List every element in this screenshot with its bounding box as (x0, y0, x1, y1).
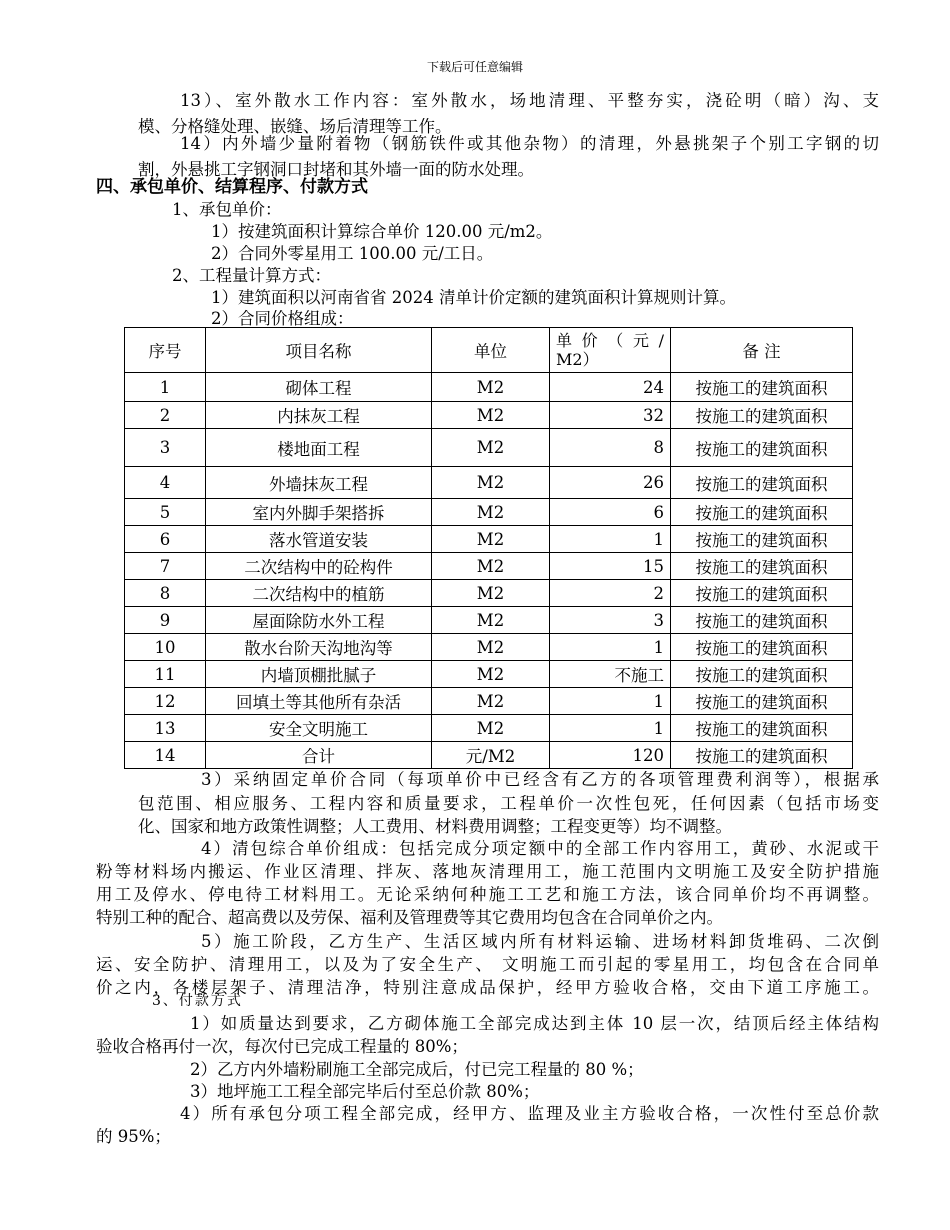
cell-price: 1 (550, 634, 671, 661)
cell-no: 8 (125, 580, 206, 607)
cell-note: 按施工的建筑面积 (671, 580, 853, 607)
payment-item-1-line-1: 1）如质量达到要求，乙方砌体施工全部完成达到主体 10 层一次，结顶后经主体结构 (190, 1014, 879, 1033)
paragraph-4-line-1: 4）清包综合单价组成：包括完成分项定额中的全部工作内容用工，黄砂、水泥或干 (201, 839, 879, 858)
cell-price: 1 (550, 688, 671, 715)
cell-unit: M2 (432, 429, 550, 467)
cell-name: 回填土等其他所有杂活 (206, 688, 432, 715)
cell-no: 3 (125, 429, 206, 467)
cell-no: 11 (125, 661, 206, 688)
cell-no: 6 (125, 526, 206, 553)
subsection-payment: 3、付款方式 (152, 993, 243, 1009)
cell-no: 5 (125, 499, 206, 526)
cell-name: 二次结构中的砼构件 (206, 553, 432, 580)
header-price-line-2: M2） (556, 350, 599, 369)
paragraph-13-line-1: 13）、室外散水工作内容：室外散水，场地清理、平整夯实，浇砼明（暗）沟、支 (180, 91, 879, 110)
payment-item-2: 2）乙方内外墙粉刷施工全部完成后，付已完工程量的 80 %； (190, 1060, 644, 1079)
cell-note: 按施工的建筑面积 (671, 607, 853, 634)
cell-price: 15 (550, 553, 671, 580)
header-price-line-1: 单 价 （ 元 / (556, 331, 664, 350)
cell-unit: M2 (432, 607, 550, 634)
paragraph-14-line-1: 14）内外墙少量附着物（钢筋铁件或其他杂物）的清理，外悬挑架子个别工字钢的切 (180, 134, 879, 153)
cell-note: 按施工的建筑面积 (671, 634, 853, 661)
paragraph-4-line-2: 粉等材料场内搬运、作业区清理、拌灰、落地灰清理用工，施工范围内文明施工及安全防护措施 (96, 862, 879, 881)
cell-note: 按施工的建筑面积 (671, 553, 853, 580)
cell-note: 按施工的建筑面积 (671, 526, 853, 553)
unit-price-item-1: 1）按建筑面积计算综合单价 120.00 元/m2。 (211, 222, 553, 241)
cell-note: 按施工的建筑面积 (671, 499, 853, 526)
table-row (125, 688, 853, 715)
cell-unit: M2 (432, 402, 550, 429)
cell-name: 落水管道安装 (206, 526, 432, 553)
paragraph-5-line-3: 价之内，各楼层架子、清理洁净，特别注意成品保护，经甲方验收合格，交由下道工序施工。 (96, 978, 879, 997)
cell-unit: M2 (432, 661, 550, 688)
subsection-unit-price: 1、承包单价： (172, 200, 282, 219)
cell-price: 32 (550, 402, 671, 429)
cell-no: 9 (125, 607, 206, 634)
table-row (125, 715, 853, 742)
cell-price: 1 (550, 715, 671, 742)
page-header: 下载后可任意编辑 (426, 60, 523, 74)
cell-note: 按施工的建筑面积 (671, 429, 853, 467)
section-heading: 四、承包单价、结算程序、付款方式 (96, 177, 368, 197)
cell-name: 内墙顶棚批腻子 (206, 661, 432, 688)
cell-name: 散水台阶天沟地沟等 (206, 634, 432, 661)
payment-item-4-line-1: 4）所有承包分项工程全部完成，经甲方、监理及业主方验收合格，一次性付至总价款 (180, 1104, 879, 1123)
header-unit: 单位 (432, 328, 550, 373)
cell-note: 按施工的建筑面积 (671, 467, 853, 499)
cell-price: 不施工 (550, 661, 671, 688)
table-row (125, 634, 853, 661)
cell-no: 14 (125, 742, 206, 769)
cell-note: 按施工的建筑面积 (671, 661, 853, 688)
header-name: 项目名称 (206, 328, 432, 373)
cell-price: 3 (550, 607, 671, 634)
paragraph-5-line-2: 运、安全防护、清理用工，以及为了安全生产、 文明施工而引起的零星用工，均包含在合同单 (96, 955, 879, 974)
price-table (124, 327, 853, 769)
table-row (125, 526, 853, 553)
cell-no: 13 (125, 715, 206, 742)
payment-item-4-line-2: 的 95%； (96, 1127, 171, 1146)
paragraph-3-line-3: 化、国家和地方政策性调整；人工费用、材料费用调整；工程变更等）均不调整。 (138, 817, 732, 836)
cell-unit: M2 (432, 634, 550, 661)
paragraph-5-line-1: 5）施工阶段，乙方生产、生活区域内所有材料运输、进场材料卸货堆码、二次倒 (201, 932, 879, 951)
cell-price: 2 (550, 580, 671, 607)
cell-unit: M2 (432, 580, 550, 607)
cell-no: 2 (125, 402, 206, 429)
cell-note: 按施工的建筑面积 (671, 402, 853, 429)
cell-price: 6 (550, 499, 671, 526)
payment-item-3: 3）地坪施工工程全部完毕后付至总价款 80%； (190, 1082, 540, 1101)
header-note: 备 注 (671, 328, 853, 373)
cell-no: 4 (125, 467, 206, 499)
cell-price: 26 (550, 467, 671, 499)
table-row (125, 661, 853, 688)
table-row (125, 467, 853, 499)
cell-unit: M2 (432, 526, 550, 553)
cell-note: 按施工的建筑面积 (671, 688, 853, 715)
cell-name: 室内外脚手架搭拆 (206, 499, 432, 526)
cell-name: 砌体工程 (206, 373, 432, 402)
cell-no: 7 (125, 553, 206, 580)
table-row (125, 499, 853, 526)
paragraph-4-line-3: 用工及停水、停电待工材料用工。无论采纳何种施工工艺和施工方法，该合同单价均不再调整。 (96, 885, 879, 904)
table-row (125, 580, 853, 607)
cell-name: 二次结构中的植筋 (206, 580, 432, 607)
table-row (125, 373, 853, 402)
paragraph-3-line-2: 包范围、相应服务、工程内容和质量要求，工程单价一次性包死，任何因素（包括市场变 (138, 794, 879, 813)
payment-item-1-line-2: 验收合格再付一次，每次付已完成工程量的 80%； (96, 1037, 468, 1056)
cell-unit: M2 (432, 467, 550, 499)
cell-unit: 元/M2 (432, 742, 550, 769)
paragraph-14-line-2: 割，外悬挑工字钢洞口封堵和其外墙一面的防水处理。 (138, 160, 534, 179)
cell-note: 按施工的建筑面积 (671, 742, 853, 769)
paragraph-3-line-1: 3）采纳固定单价合同（每项单价中已经含有乙方的各项管理费利润等），根据承 (201, 770, 879, 789)
paragraph-13-line-2: 模、分格缝处理、嵌缝、场后清理等工作。 (138, 117, 452, 136)
cell-price: 1 (550, 526, 671, 553)
cell-unit: M2 (432, 373, 550, 402)
unit-price-item-2: 2）合同外零星用工 100.00 元/工日。 (211, 244, 494, 263)
header-price (550, 328, 671, 373)
quantity-item-2: 2）合同价格组成： (211, 309, 354, 328)
table-row (125, 742, 853, 769)
cell-price: 24 (550, 373, 671, 402)
subsection-quantity: 2、工程量计算方式： (172, 266, 331, 285)
cell-no: 10 (125, 634, 206, 661)
cell-no: 12 (125, 688, 206, 715)
cell-name: 屋面除防水外工程 (206, 607, 432, 634)
quantity-item-1: 1）建筑面积以河南省省 2024 清单计价定额的建筑面积计算规则计算。 (211, 288, 736, 307)
paragraph-4-line-4: 特别工种的配合、超高费以及劳保、福利及管理费等其它费用均包含在合同单价之内。 (96, 908, 723, 927)
cell-name: 内抹灰工程 (206, 402, 432, 429)
cell-name: 安全文明施工 (206, 715, 432, 742)
table-row (125, 607, 853, 634)
cell-price: 120 (550, 742, 671, 769)
cell-price: 8 (550, 429, 671, 467)
cell-note: 按施工的建筑面积 (671, 715, 853, 742)
cell-name: 合计 (206, 742, 432, 769)
table-row (125, 553, 853, 580)
header-no: 序号 (125, 328, 206, 373)
cell-unit: M2 (432, 688, 550, 715)
cell-no: 1 (125, 373, 206, 402)
cell-unit: M2 (432, 553, 550, 580)
cell-name: 楼地面工程 (206, 429, 432, 467)
cell-name: 外墙抹灰工程 (206, 467, 432, 499)
table-row (125, 402, 853, 429)
cell-note: 按施工的建筑面积 (671, 373, 853, 402)
cell-unit: M2 (432, 715, 550, 742)
table-row (125, 429, 853, 467)
cell-unit: M2 (432, 499, 550, 526)
table-header-row (125, 328, 853, 373)
